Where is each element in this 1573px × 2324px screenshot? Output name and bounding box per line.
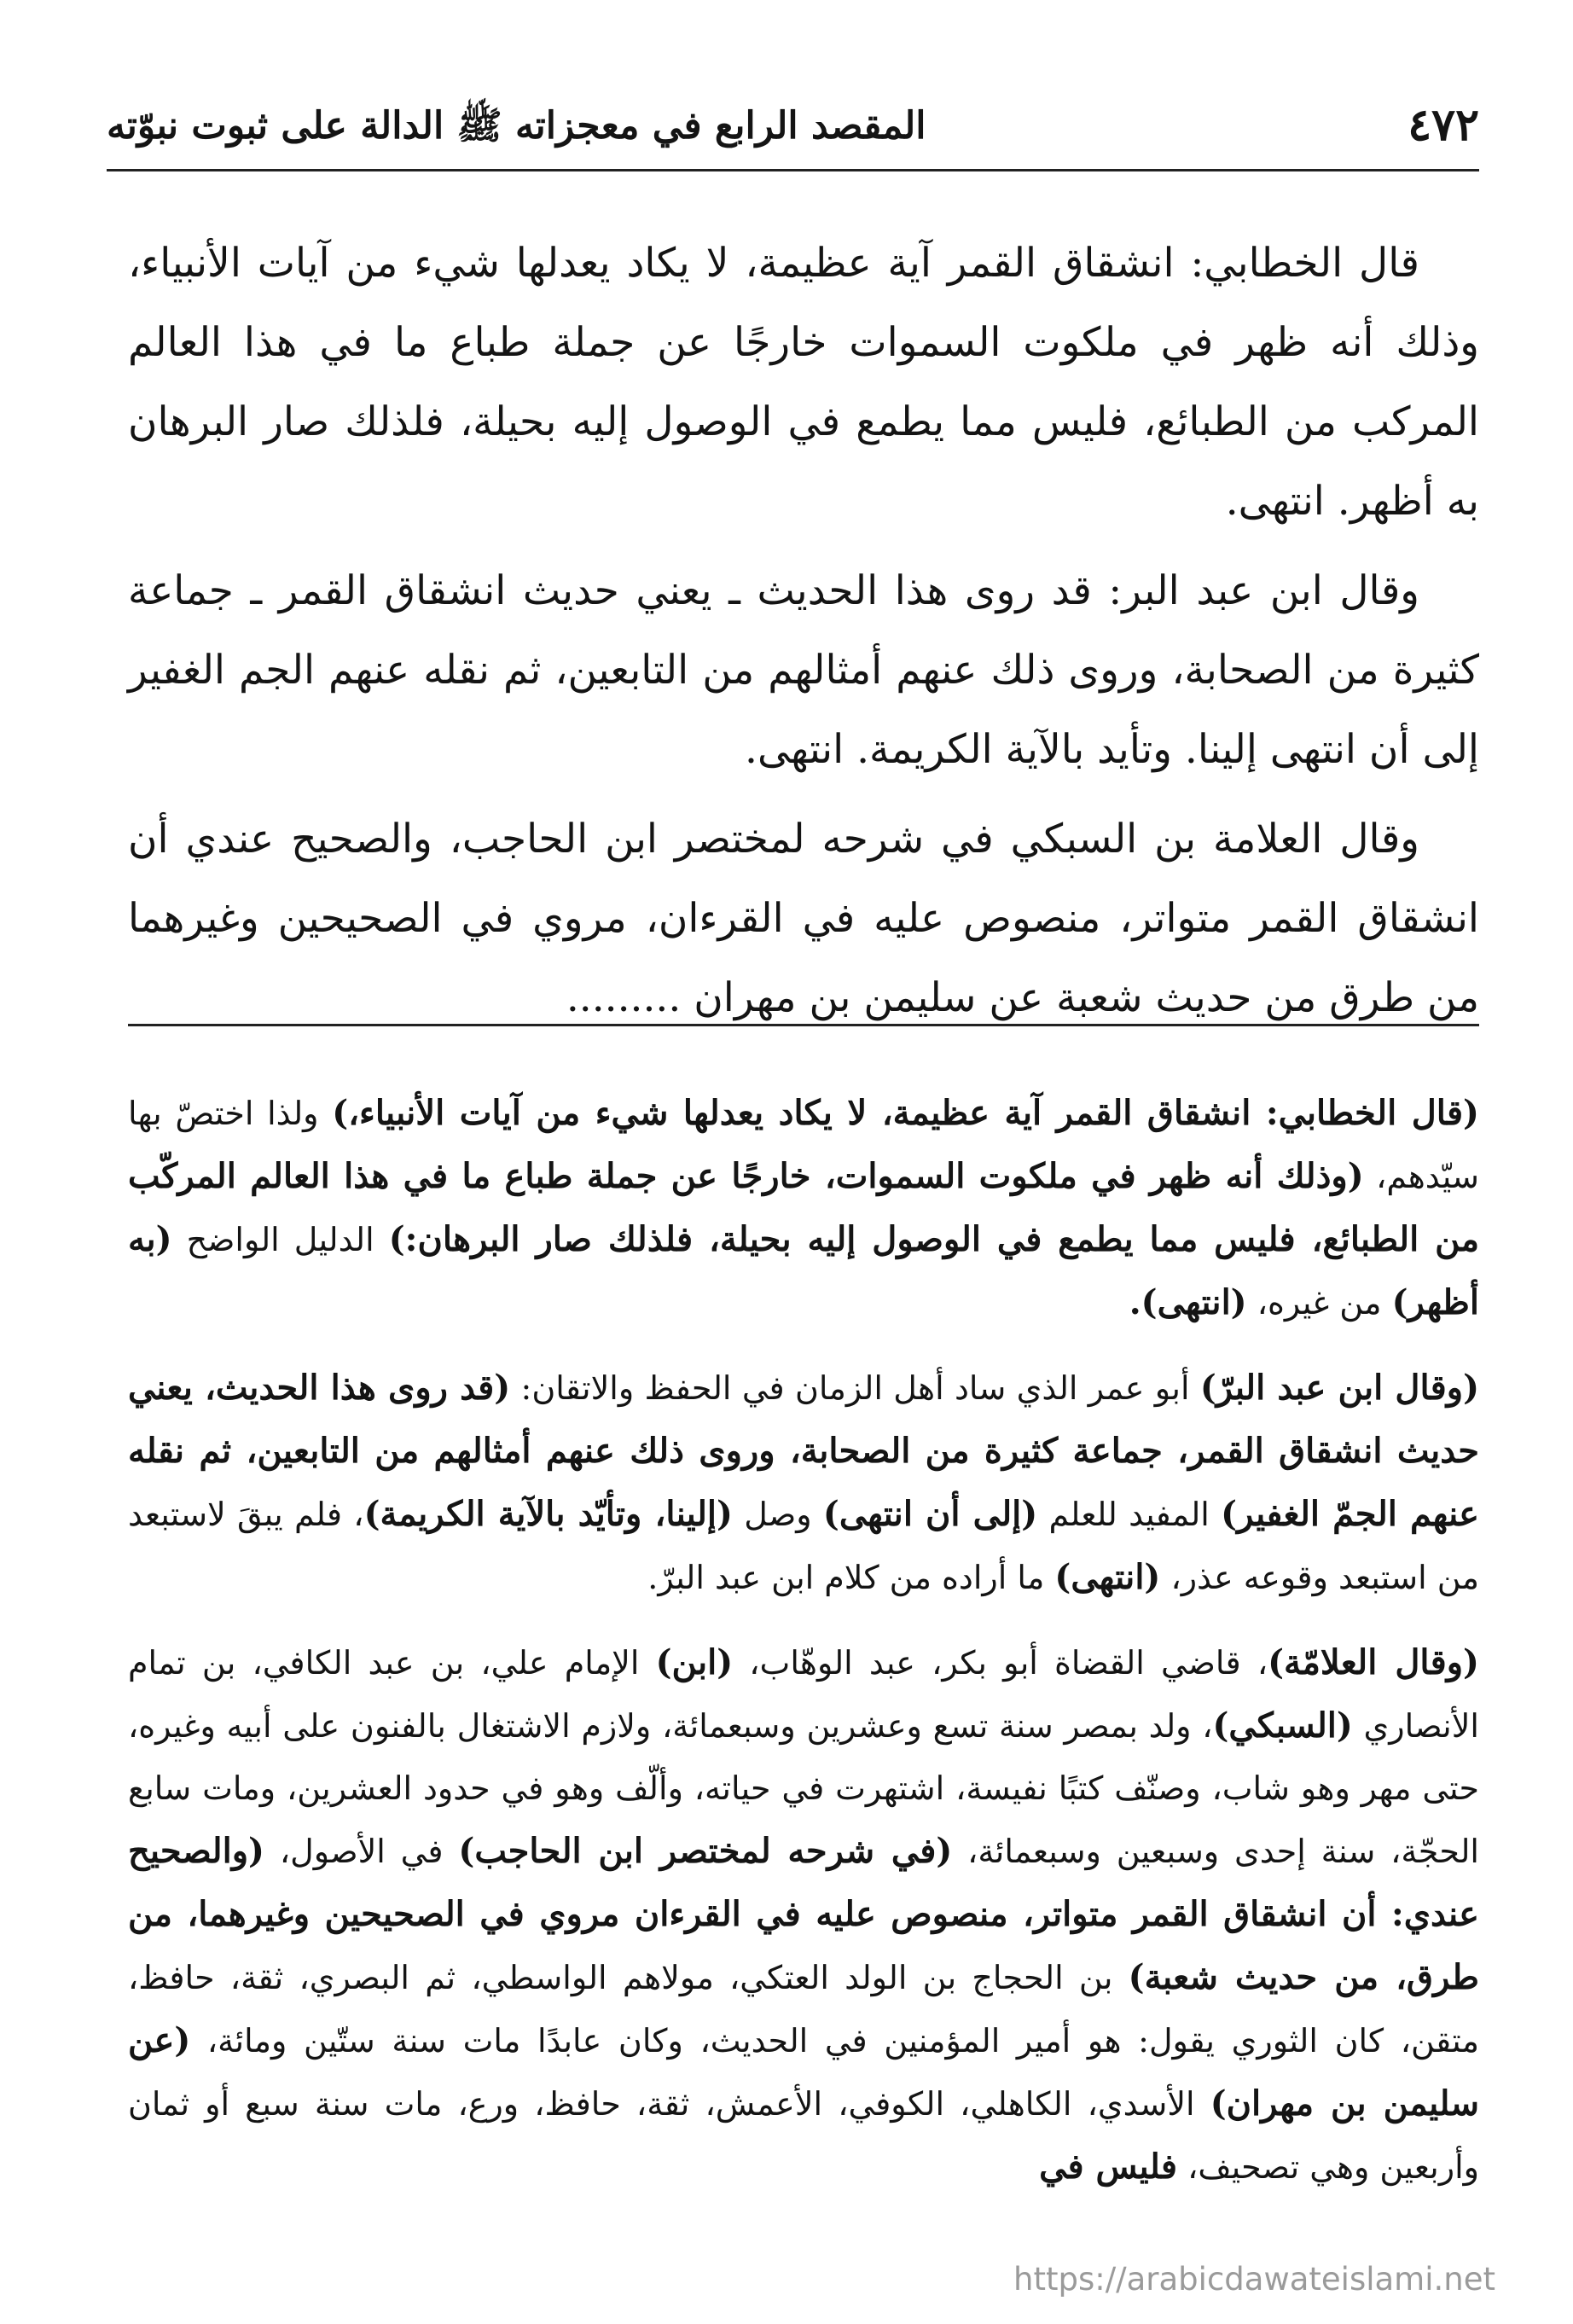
quoted-text: (قد روى هذا الحديث، يعني حديث انشقاق القمر، جماعة كثيرة من الصحابة، وروى ذلك عنهم أمثالهم من التابعين، ثم نقله عنهم الجمّ الغفير) xyxy=(128,1368,1480,1534)
commentary-paragraph xyxy=(128,1631,1479,2199)
quoted-text: (وقال العلامّة) xyxy=(1268,1642,1479,1682)
commentary-text: وصل xyxy=(732,1496,823,1533)
commentary-text: ، ولد بمصر سنة تسع وعشرين وسبعمائة، ولازم الاشتغال بالفنون على أبيه وغيره، حتى مهر وهو شاب، وصنّف كتبًا نفيسة، اشتهرت في حياته، وألّف وهو في حدود العشرين، ومات سابع الحجّة، سنة إحدى وسبعين وسبعمائة، xyxy=(128,1707,1479,1870)
quoted-text: (قال الخطابي: انشقاق القمر آية عظيمة، لا يكاد يعدلها شيء من آيات الأنبياء،) xyxy=(332,1093,1479,1133)
main-paragraph xyxy=(128,224,1479,541)
commentary-text: ، فلم يبقَ لاستبعد من استبعد وقوعه عذر، xyxy=(128,1496,1479,1596)
main-paragraph xyxy=(128,799,1479,1037)
quoted-text: (وقال ابن عبد البرّ) xyxy=(1199,1368,1479,1408)
quoted-text: (عن سليمن بن مهران) xyxy=(128,2020,1479,2124)
commentary xyxy=(128,1082,1479,2221)
commentary-text: الإمام علي، بن عبد الكافي، بن تمام الأنصاري xyxy=(128,1644,1479,1745)
quoted-text: (إلى أن انتهى) xyxy=(822,1494,1038,1534)
source-watermark: https://arabicdawateislami.net xyxy=(1013,2261,1495,2298)
quoted-text: فليس في xyxy=(1039,2147,1177,2187)
commentary-text: المفيد للعلم xyxy=(1037,1496,1222,1533)
page-number: ٤٧٢ xyxy=(1408,99,1479,151)
quoted-text: (ابن) xyxy=(655,1642,734,1682)
commentary-text: ولذا اختصّ بها سيّدهم، xyxy=(128,1095,1479,1195)
quoted-text: (به أظهر) xyxy=(128,1219,1479,1322)
quoted-text: (وذلك أنه ظهر في ملكوت السموات، خارجًا عن جملة طباع ما في هذا العالم المركّب من الطبائع، فليس مما يطمع في الوصول إليه بحيلة، فلذلك صار البرهان:) xyxy=(128,1156,1479,1259)
commentary-text: ، قاضي القضاة أبو بكر، عبد الوهّاب، xyxy=(733,1644,1268,1682)
commentary-text: أبو عمر الذي ساد أهل الزمان في الحفظ والاتقان: xyxy=(510,1369,1200,1407)
commentary-text: بن الحجاج بن الولد العتكي، مولاهم الواسطي، ثم البصري، ثقة، حافظ، متقن، كان الثوري يقول: هو أمير المؤمنين في الحديث، وكان عابدًا مات سنة ستّين ومائة، xyxy=(128,1959,1479,2060)
quoted-text: (في شرحه لمختصر ابن الحاجب) xyxy=(458,1831,953,1871)
main-paragraph-text: قال الخطابي: انشقاق القمر آية عظيمة، لا يكاد يعدلها شيء من آيات الأنبياء، وذلك أنه ظهر في ملكوت السموات خارجًا عن جملة طباع ما في هذا العالم المركب من الطبائع، فليس مما يطمع في الوصول إليه بحيلة، فلذلك صار البرهان به أظهر. انتهى. xyxy=(128,240,1479,525)
quoted-text: (السبكي) xyxy=(1212,1705,1353,1746)
commentary-text: الأسدي، الكاهلي، الكوفي، الأعمش، ثقة، حافظ، ورع، مات سنة سبع أو ثمان وأربعين وهي تصحيف، xyxy=(128,2085,1479,2186)
main-paragraph xyxy=(128,551,1479,789)
ellipsis-dots: ......... xyxy=(566,974,682,1021)
footnote-divider xyxy=(128,1024,1479,1026)
quoted-text: (إلينا، وتأيّد بالآية الكريمة) xyxy=(363,1494,733,1534)
commentary-text: من غيره، xyxy=(1246,1284,1392,1322)
main-text xyxy=(128,224,1479,1048)
running-title: المقصد الرابع في معجزاته ﷺ الدالة على ثبوت نبوّته xyxy=(107,104,926,148)
commentary-paragraph xyxy=(128,1357,1479,1609)
commentary-text: ما أراده من كلام ابن عبد البرّ. xyxy=(647,1559,1055,1596)
commentary-paragraph xyxy=(128,1082,1479,1334)
quoted-text: (انتهى) xyxy=(1054,1557,1161,1597)
commentary-text: في الأصول، xyxy=(264,1833,459,1870)
page-header xyxy=(107,92,1479,171)
quoted-text: (والصحيح عندي: أن انشقاق القمر متواتر، منصوص عليه في القرءان مروي في الصحيحين وغيرهما، من طرق، من حديث شعبة) xyxy=(128,1831,1479,1997)
commentary-text: الدليل الواضح xyxy=(171,1221,389,1258)
quoted-text: (انتهى). xyxy=(1129,1282,1247,1322)
main-paragraph-text: وقال العلامة بن السبكي في شرحه لمختصر ابن الحاجب، والصحيح عندي أن انشقاق القمر متواتر، منصوص عليه في القرءان، مروي في الصحيحين وغيرهما من طرق من حديث شعبة عن سليمن بن مهران xyxy=(128,816,1479,1021)
main-paragraph-text: وقال ابن عبد البر: قد روى هذا الحديث ـ يعني حديث انشقاق القمر ـ جماعة كثيرة من الصحابة، وروى ذلك عنهم أمثالهم من التابعين، ثم نقله عنهم الجم الغفير إلى أن انتهى إلينا. وتأيد بالآية الكريمة. انتهى. xyxy=(128,567,1479,773)
